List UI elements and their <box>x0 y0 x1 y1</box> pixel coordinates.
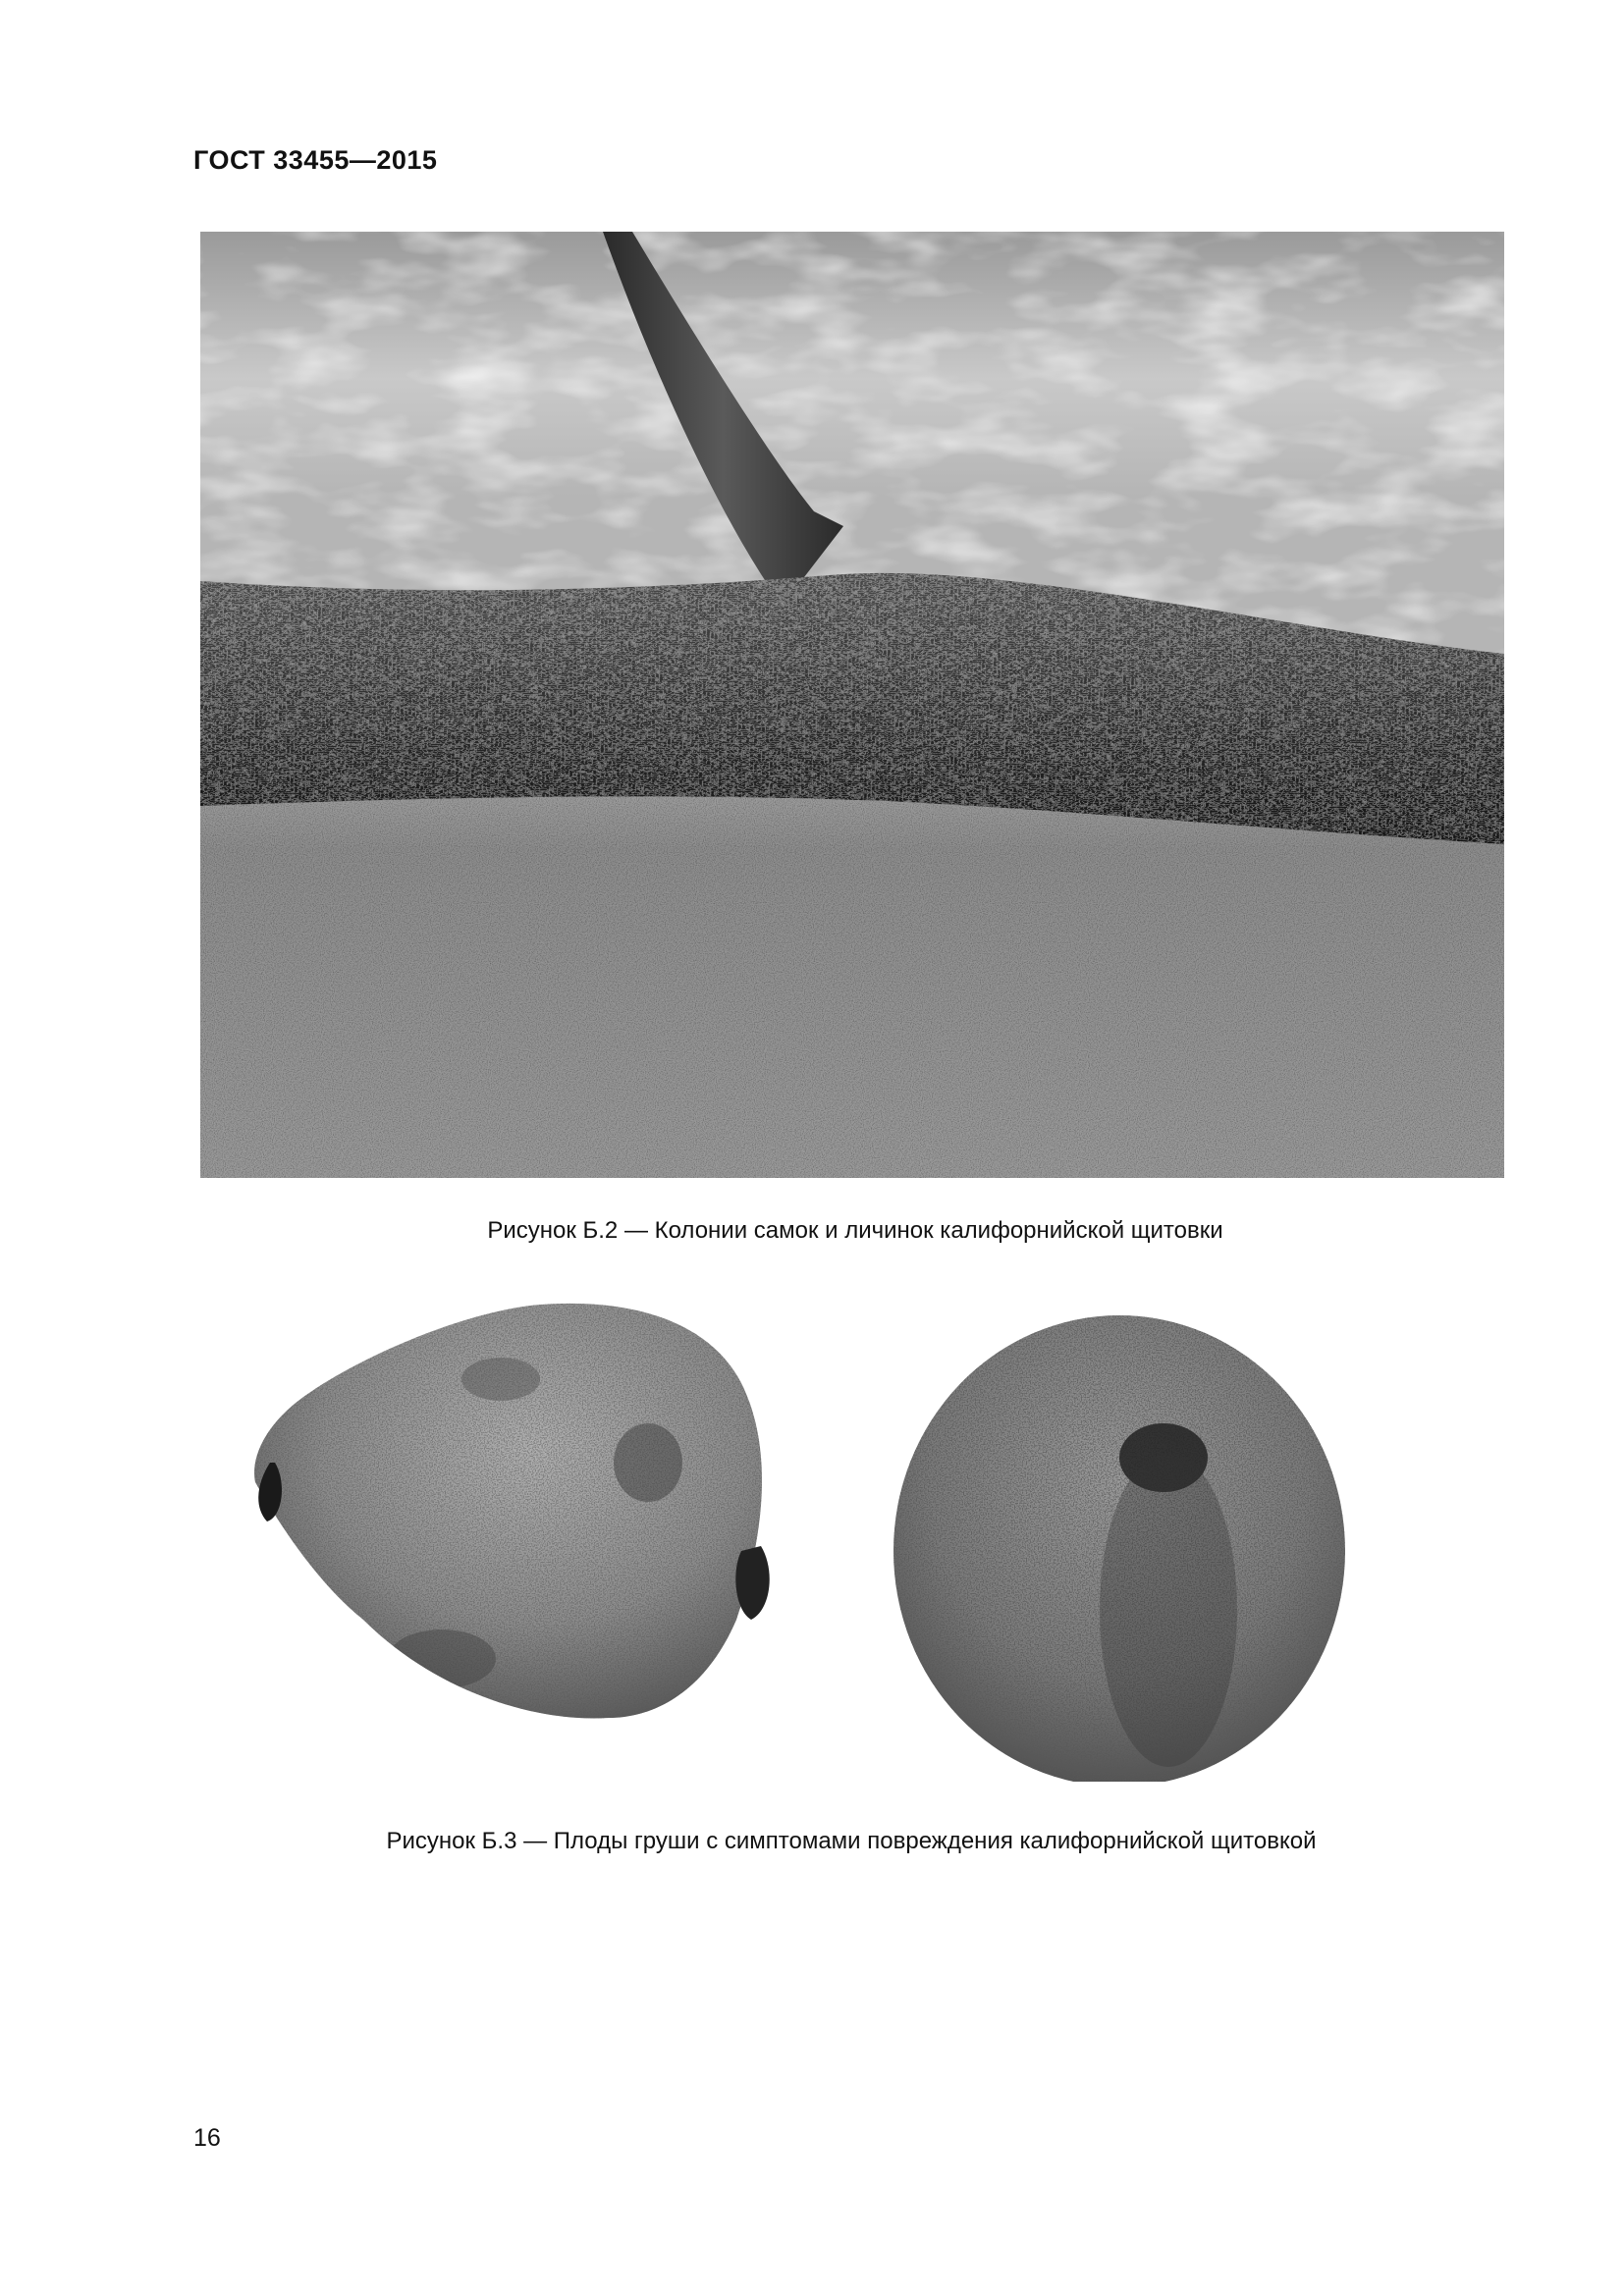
document-header: ГОСТ 33455—2015 <box>193 145 438 175</box>
figure-pears-photo <box>196 1286 1434 1796</box>
page-number: 16 <box>193 2124 221 2152</box>
figure-caption: Рисунок Б.2 — Колонии самок и личинок калифорнийской щитовки <box>487 1217 1223 1244</box>
figure-branch-photo <box>200 232 1504 1178</box>
figure-caption: Рисунок Б.3 — Плоды груши с симптомами повреждения калифорнийской щитовкой <box>386 1828 1317 1854</box>
